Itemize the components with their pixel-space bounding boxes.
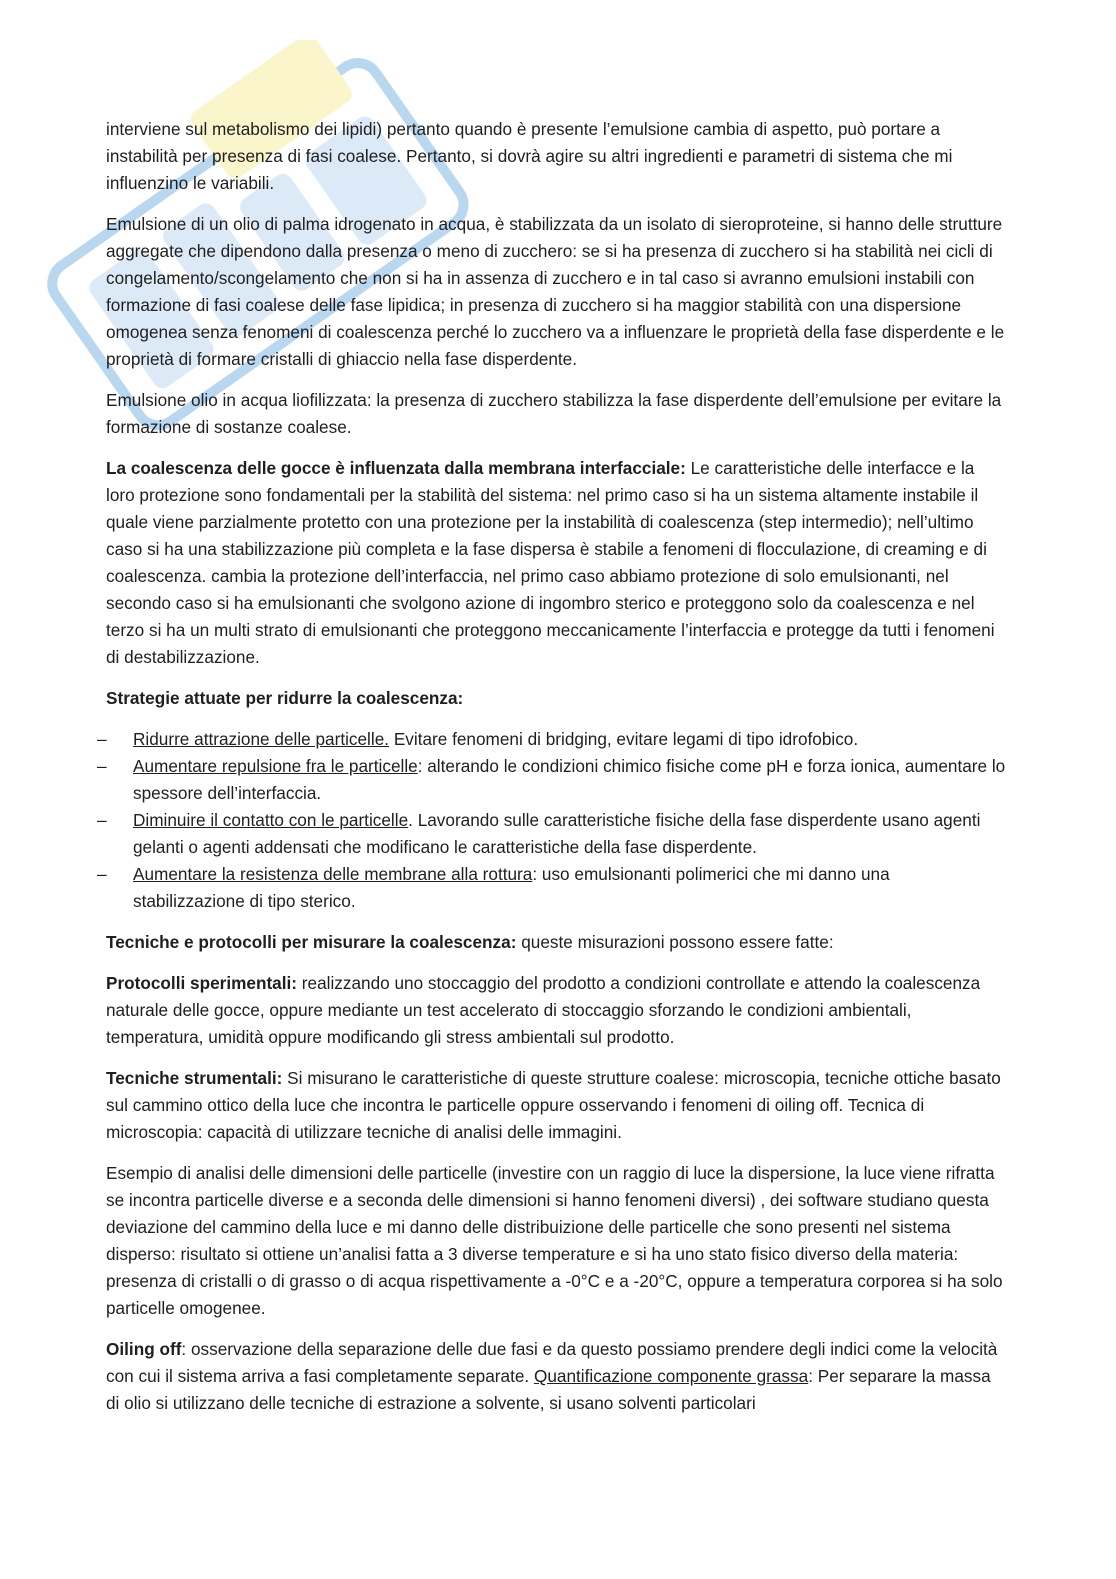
paragraph-particle-analysis: Esempio di analisi delle dimensioni delle particelle (investire con un raggio di luce la dispersione, la luce viene rifratta se incontra particelle diverse e a seconda delle dimensioni si hanno fenomeni diversi) , dei software studiano questa deviazione del cammino della luce e mi danno delle distribuizione delle particelle che sono presenti nel sistema disperso: risultato si ottiene un’analisi fatta a 3 diverse temperature e si ha uno stato fisico diverso della materia: presenza di cristalli o di grasso o di acqua rispettivamente a -0°C e a -20°C, oppure a temperatura corporea si ha solo particelle omogenee. <box>106 1163 1003 1318</box>
list-item: – Aumentare la resistenza delle membrane alla rottura: uso emulsionanti polimerici che mi danno una stabilizzazione di tipo sterico. <box>97 864 890 911</box>
document-page <box>97 116 1006 1431</box>
paragraph-lipid-metabolism: interviene sul metabolismo dei lipidi) pertanto quando è presente l’emulsione cambia di aspetto, può portare a instabilità per presenza di fasi coalese. Pertanto, si dovrà agire su altri ingredienti e parametri di sistema che mi influenzino le variabili. <box>106 119 953 193</box>
list-item: – Diminuire il contatto con le particelle. Lavorando sulle caratteristiche fisiche della fase disperdente usano agenti gelanti o agenti addensati che modificano le caratteristiche della fase disperdente. <box>97 810 981 857</box>
list-item: – Aumentare repulsione fra le particelle: alterando le condizioni chimico fisiche come pH e forza ionica, aumentare lo spessore dell’interfaccia. <box>97 756 1006 803</box>
paragraph-freeze-dried-emulsion: Emulsione olio in acqua liofilizzata: la presenza di zucchero stabilizza la fase disperdente dell’emulsione per evitare la formazione di sostanze coalese. <box>106 390 1002 437</box>
paragraph-interfacial-membrane: La coalescenza delle gocce è influenzata dalla membrana interfacciale: Le caratteristiche delle interfacce e la loro protezione sono fondamentali per la stabilità del sistema: nel primo caso si ha un sistema altamente instabile il quale viene parzialmente protetto con una protezione per la instabilità di coalescenza (step intermedio); nell’ultimo caso si ha una stabilizzazione più completa e la fase dispersa è stabile a fenomeni di flocculazione, di creaming e di coalescenza. cambia la protezione dell’interfaccia, nel primo caso abbiamo protezione di solo emulsionanti, nel secondo caso si ha emulsionanti che svolgono azione di ingombro sterico e proteggono solo da coalescenza e nel terzo si ha un multi strato di emulsionanti che proteggono meccanicamente l’interfaccia e protegge da tutti i fenomeni di destabilizzazione. <box>106 458 995 667</box>
strategies-heading: Strategie attuate per ridurre la coalescenza: <box>106 688 464 708</box>
strategies-list <box>97 726 1006 915</box>
paragraph-measurement-techniques: Tecniche e protocolli per misurare la coalescenza: queste misurazioni possono essere fatte: <box>106 932 834 952</box>
paragraph-experimental-protocols: Protocolli sperimentali: realizzando uno stoccaggio del prodotto a condizioni controllate e attendo la coalescenza naturale delle gocce, oppure mediante un test accelerato di stoccaggio sforzando le condizioni ambientali, temperatura, umidità oppure modificando gli stress ambientali sul prodotto. <box>106 973 981 1047</box>
heading-interfacial-membrane: La coalescenza delle gocce è influenzata dalla membrana interfacciale: <box>106 458 686 478</box>
paragraph-oiling-off: Oiling off: osservazione della separazione delle due fasi e da questo possiamo prendere degli indici come la velocità con cui il sistema arriva a fasi completamente separate. Quantificazione componente grassa: Per separare la massa di olio si utilizzano delle tecniche di estrazione a solvente, si usano solventi particolari <box>106 1339 998 1413</box>
paragraph-palm-oil-emulsion: Emulsione di un olio di palma idrogenato in acqua, è stabilizzata da un isolato di sieroproteine, si hanno delle strutture aggregate che dipendono dalla presenza o meno di zucchero: se si ha presenza di zucchero si ha stabilità nei cicli di congelamento/scongelamento che non si ha in assenza di zucchero e in tal caso si avranno emulsioni instabili con formazione di fasi coalese delle fase lipidica; in presenza di zucchero si ha maggior stabilità con una dispersione omogenea senza fenomeni di coalescenza perché lo zucchero va a influenzare le proprietà della fase disperdente e le proprietà di formare cristalli di ghiaccio nella fase disperdente. <box>106 214 1005 369</box>
list-item: – Ridurre attrazione delle particelle. Evitare fenomeni di bridging, evitare legami di tipo idrofobico. <box>97 729 859 749</box>
paragraph-instrumental-techniques: Tecniche strumentali: Si misurano le caratteristiche di queste strutture coalese: microscopia, tecniche ottiche basato sul cammino ottico della luce che incontra le particelle oppure osservando i fenomeni di oiling off. Tecnica di microscopia: capacità di utilizzare tecniche di analisi delle immagini. <box>106 1068 1001 1142</box>
